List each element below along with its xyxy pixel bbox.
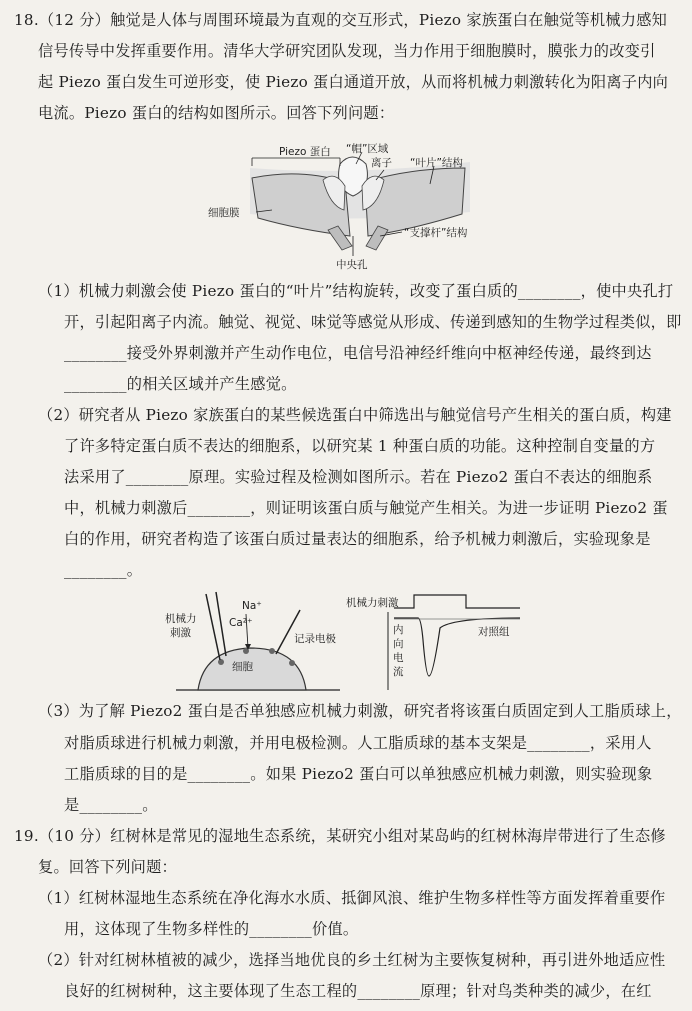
q18-line-3: 起 Piezo 蛋白发生可逆形变，使 Piezo 蛋白通道开放，从而将机械力刺激转化为阳离子内向 [38, 73, 669, 91]
label-na: Na⁺ [242, 600, 262, 612]
q18-p2-line-1: （2）研究者从 Piezo 家族蛋白的某些候选蛋白中筛选出与触觉信号产生相关的蛋白质，构建 [38, 406, 672, 424]
q18-p1-line-2: 开，引起阳离子内流。触觉、视觉、味觉等感觉从形成、传递到感知的生物学过程类似，即 [64, 313, 682, 331]
q18-p2-line-4: 中，机械力刺激后________，则证明该蛋白质与触觉产生相关。为进一步证明 Piezo2 蛋 [64, 499, 668, 517]
q18-p3-line-1: （3）为了解 Piezo2 蛋白是否单独感应机械力刺激，研究者将该蛋白质固定到人工脂质球上， [38, 702, 682, 720]
label-ca: Ca²⁺ [229, 617, 253, 629]
q18-line-1: 18.（12 分）触觉是人体与周围环境最为直观的交互形式，Piezo 家族蛋白在触觉等机械力感知 [14, 11, 668, 29]
label-beam: “支撑杆”结构 [404, 227, 468, 239]
q18-p2-line-5: 白的作用，研究者构造了该蛋白质过量表达的细胞系，给予机械力刺激后，实验现象是 [64, 530, 651, 548]
label-current-4: 流 [393, 666, 404, 678]
q18-line-2: 信号传导中发挥重要作用。清华大学研究团队发现，当力作用于细胞膜时，膜张力的改变引 [38, 42, 656, 60]
q18-line-4: 电流。Piezo 蛋白的结构如图所示。回答下列问题： [38, 104, 395, 122]
label-stim-1: 机械力 [165, 613, 197, 625]
q19-line-1: 19.（10 分）红树林是常见的湿地生态系统，某研究小组对某岛屿的红树林海岸带进行了生态修 [14, 827, 666, 845]
q18-p1-line-3: ________接受外界刺激并产生动作电位，电信号沿神经纤维向中枢神经传递，最终到达 [64, 344, 652, 362]
q18-p2-line-3: 法采用了________原理。实验过程及检测如图所示。若在 Piezo2 蛋白不表达的细胞系 [64, 468, 653, 486]
label-cap: “帽”区域 [346, 143, 389, 155]
q18-p1-line-1: （1）机械力刺激会使 Piezo 蛋白的“叶片”结构旋转，改变了蛋白质的________，使中央孔打 [38, 282, 674, 300]
q18-p3-line-2: 对脂质球进行机械力刺激，并用电极检测。人工脂质球的基本支架是________，采用人 [64, 734, 652, 752]
label-current-3: 电 [393, 652, 404, 664]
q18-p2-line-6: ________。 [64, 561, 143, 579]
q19-p2-line-2: 良好的红树树种，这主要体现了生态工程的________原理；针对鸟类种类的减少，在红 [64, 982, 652, 1000]
q18-p3-line-4: 是________。 [64, 796, 158, 814]
q19-p1-line-2: 用，这体现了生物多样性的________价值。 [64, 920, 359, 938]
q18-p3-line-3: 工脂质球的目的是________。如果 Piezo2 蛋白可以单独感应机械力刺激，则实验现象 [64, 765, 653, 783]
q19-p1-line-1: （1）红树林湿地生态系统在净化海水水质、抵御风浪、维护生物多样性等方面发挥着重要作 [38, 889, 666, 907]
label-stim-2: 刺激 [170, 627, 191, 639]
stimulus-trace [394, 595, 520, 608]
label-cell: 细胞 [232, 661, 253, 673]
label-pore: 中央孔 [336, 259, 368, 271]
label-blade: “叶片”结构 [410, 157, 463, 169]
q18-p1-line-4: ________的相关区域并产生感觉。 [64, 375, 297, 393]
label-mech-stim: 机械力刺激 [346, 597, 399, 609]
q19-line-2: 复。回答下列问题： [38, 858, 177, 876]
q19-p2-line-1: （2）针对红树林植被的减少，选择当地优良的乡土红树为主要恢复树种，再引进外地适应性 [38, 951, 666, 969]
label-piezo: Piezo 蛋白 [279, 146, 331, 158]
label-ion: 离子 [371, 157, 392, 169]
label-current-1: 内 [393, 624, 404, 636]
label-electrode: 记录电极 [294, 633, 336, 645]
label-current-2: 向 [393, 638, 404, 650]
label-membrane: 细胞膜 [208, 207, 240, 219]
label-control: 对照组 [478, 626, 510, 638]
q18-p2-line-2: 了许多特定蛋白质不表达的细胞系，以研究某 1 种蛋白质的功能。这种控制自变量的方 [64, 437, 656, 455]
